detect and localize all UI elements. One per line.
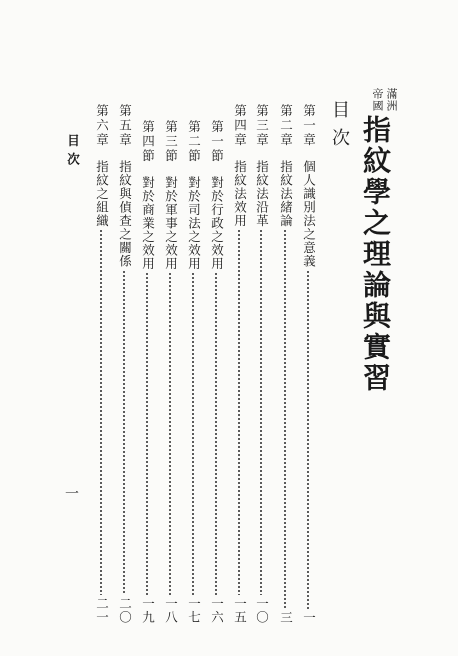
dot-leader <box>238 229 240 595</box>
toc-entry-label: 第五章 <box>117 104 133 148</box>
dot-leader <box>215 272 217 595</box>
toc-entry-label: 第二節 <box>186 120 202 164</box>
toc-entry-label: 第四章 <box>232 104 248 148</box>
toc-entry[interactable] <box>95 104 108 624</box>
toc-entry-label: 第六章 <box>94 104 110 148</box>
toc-entry-page: 一 <box>301 610 317 624</box>
dot-leader <box>123 270 125 596</box>
toc-entry[interactable] <box>118 104 131 624</box>
toc-entry-title: 指紋之組織 <box>94 159 110 227</box>
toc-entry-page: 一五 <box>232 597 248 624</box>
dot-leader <box>100 229 102 595</box>
book-title: 指紋學之理論與實習 <box>359 115 392 394</box>
toc-entry[interactable] <box>210 120 223 624</box>
toc-entry-title: 指紋法沿革 <box>254 159 270 227</box>
toc-entry-page: 一〇 <box>254 597 270 624</box>
running-title: 目次 <box>65 134 81 171</box>
toc-entry-label: 第三章 <box>254 104 270 148</box>
toc-entry-page: 一九 <box>140 597 156 624</box>
dot-leader <box>192 272 194 595</box>
toc-entry[interactable] <box>279 104 292 624</box>
toc-entry[interactable] <box>255 104 268 624</box>
dot-leader <box>284 229 286 609</box>
toc-label: 目次 <box>329 100 350 156</box>
toc-entry-label: 第二章 <box>278 104 294 148</box>
dot-leader <box>146 272 148 595</box>
toc-entry-page: 一六 <box>209 597 225 624</box>
toc-entry[interactable] <box>187 120 200 624</box>
toc-entry-title: 對於軍事之效用 <box>163 175 179 270</box>
dot-leader <box>307 270 309 609</box>
dot-leader <box>169 272 171 595</box>
toc-entry-title: 對於行政之效用 <box>209 175 225 270</box>
toc-entry-label: 第四節 <box>140 120 156 164</box>
prefix-left: 帝國 <box>371 88 384 112</box>
toc-entry-title: 對於司法之效用 <box>186 175 202 270</box>
dot-leader <box>260 229 262 595</box>
toc-entry-page: 一八 <box>163 597 179 624</box>
toc-entry-title: 指紋與偵查之關係 <box>117 159 133 268</box>
folio: 一 <box>63 486 79 500</box>
toc-entry-title: 對於商業之效用 <box>140 175 156 270</box>
toc-entry-page: 一七 <box>186 597 202 624</box>
toc-entry-label: 第三節 <box>163 120 179 164</box>
toc-entry-page: 二〇 <box>117 597 133 624</box>
prefix-right: 滿洲 <box>385 88 398 112</box>
toc-entry-title: 指紋法效用 <box>232 159 248 227</box>
toc-entry-label: 第一章 <box>301 104 317 148</box>
toc-entry[interactable] <box>302 104 315 624</box>
toc-entry-label: 第一節 <box>209 120 225 164</box>
toc-entry-title: 指紋法緒論 <box>278 159 294 227</box>
toc-entry-page: 二一 <box>94 597 110 624</box>
toc-entry-page: 三 <box>278 610 294 624</box>
toc-entry[interactable] <box>164 120 177 624</box>
toc-entry[interactable] <box>141 120 154 624</box>
toc-entry[interactable] <box>233 104 246 624</box>
toc-entry-title: 個人識別法之意義 <box>301 159 317 268</box>
